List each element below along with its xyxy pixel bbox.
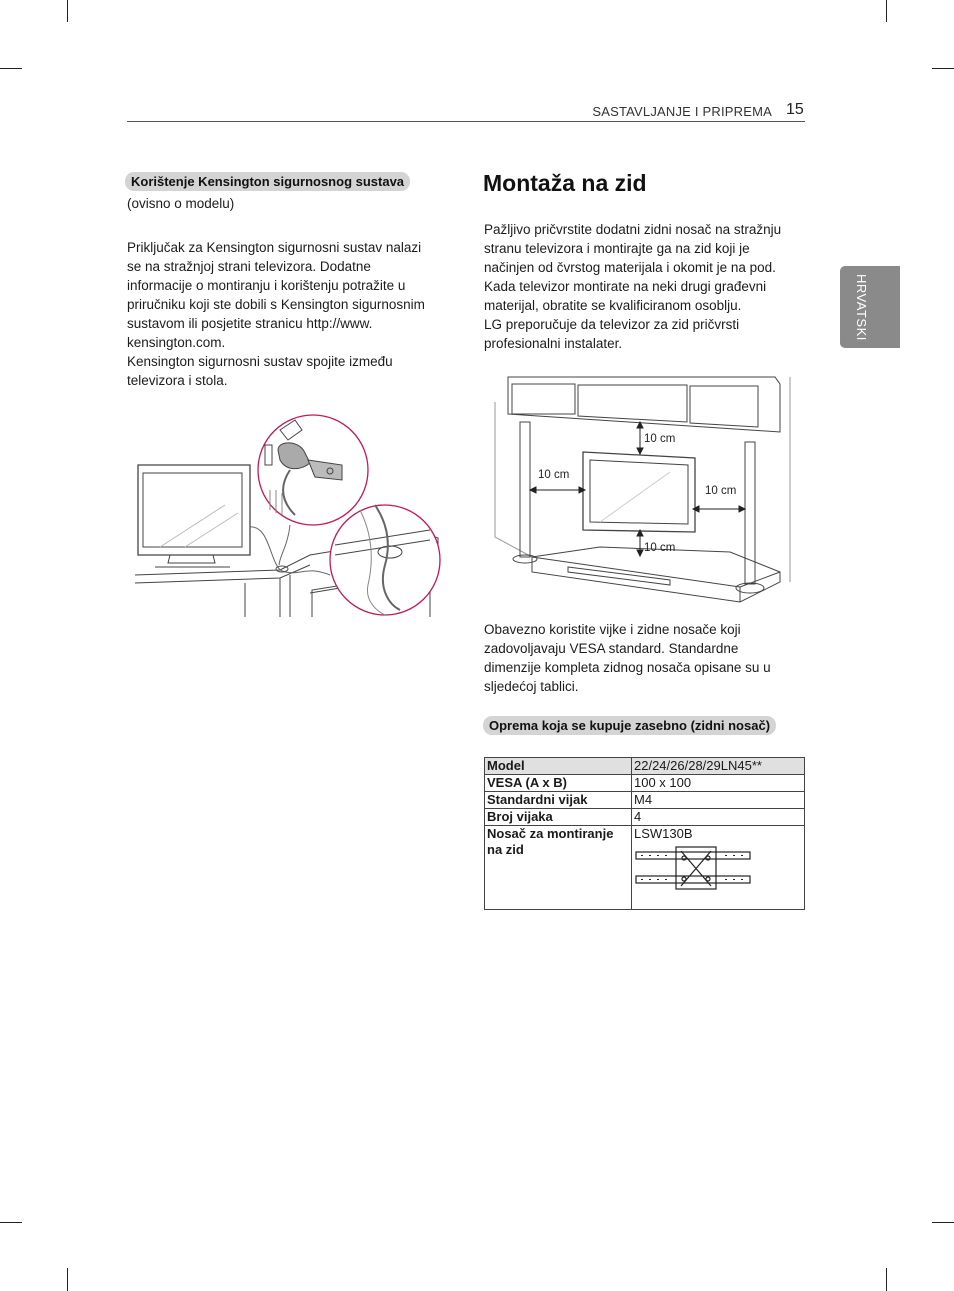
table-cell-label: Broj vijaka bbox=[485, 809, 632, 826]
page-title: Montaža na zid bbox=[483, 170, 647, 196]
table-row bbox=[485, 792, 805, 809]
wall-bracket-icon bbox=[634, 846, 754, 892]
text-line: dimenzije kompleta zidnog nosača opisane su u bbox=[484, 660, 771, 675]
text-line: stranu televizora i montirajte ga na zid koji je bbox=[484, 241, 750, 256]
table-cell-value: 100 x 100 bbox=[632, 775, 805, 792]
wall-mount-spec-table bbox=[484, 757, 805, 910]
text-line: zadovoljavaju VESA standard. Standardne bbox=[484, 641, 739, 656]
table-cell-value: 22/24/26/28/29LN45** bbox=[632, 758, 805, 775]
text-line: televizora i stola. bbox=[127, 373, 228, 388]
text-line: sustavom ili posjetite stranicu http://www. bbox=[127, 316, 373, 331]
text-line: Priključak za Kensington sigurnosni sustav nalazi bbox=[127, 240, 422, 255]
kensington-heading: Korištenje Kensington sigurnosnog sustava bbox=[125, 172, 410, 191]
text-line: načinjen od čvrstog materijala i okomit je na pod. bbox=[484, 260, 776, 275]
text-line: informacije o montiranju i korištenju potražite u bbox=[127, 278, 406, 293]
table-cell-label: Standardni vijak bbox=[485, 792, 632, 809]
text-line: Kensington sigurnosni sustav spojite između bbox=[127, 354, 393, 369]
language-tab-label: HRVATSKI bbox=[854, 274, 869, 341]
table-cell-value: M4 bbox=[632, 792, 805, 809]
crop-mark bbox=[0, 68, 22, 69]
vesa-paragraph bbox=[484, 620, 771, 696]
crop-mark bbox=[67, 1268, 68, 1291]
text-line: sljedećoj tablici. bbox=[484, 679, 579, 694]
table-row bbox=[485, 809, 805, 826]
crop-mark bbox=[932, 1222, 954, 1223]
table-cell-label: Nosač za montiranje na zid bbox=[485, 826, 632, 910]
page-number: 15 bbox=[786, 101, 804, 118]
clearance-top-label: 10 cm bbox=[644, 433, 676, 445]
bracket-model: LSW130B bbox=[634, 826, 693, 841]
crop-mark bbox=[886, 1268, 887, 1291]
clearance-right-label: 10 cm bbox=[705, 485, 737, 497]
accessory-heading: Oprema koja se kupuje zasebno (zidni nosač) bbox=[483, 716, 776, 735]
clearance-bottom-label: 10 cm bbox=[644, 542, 676, 554]
header-rule bbox=[127, 121, 805, 122]
language-tab bbox=[840, 266, 900, 348]
table-row bbox=[485, 826, 805, 910]
crop-mark bbox=[932, 68, 954, 69]
text-line: LG preporučuje da televizor za zid pričvrsti bbox=[484, 317, 740, 332]
text-line: priručniku koji ste dobili s Kensington sigurnosnim bbox=[127, 297, 425, 312]
text-line: Kada televizor montirate na neki drugi građevni bbox=[484, 279, 767, 294]
wall-mount-intro bbox=[484, 220, 781, 353]
table-cell-label: VESA (A x B) bbox=[485, 775, 632, 792]
running-header: SASTAVLJANJE I PRIPREMA bbox=[592, 104, 772, 119]
clearance-left-label: 10 cm bbox=[538, 469, 570, 481]
text-line: se na stražnjoj strani televizora. Dodatne bbox=[127, 259, 371, 274]
table-cell-label: Model bbox=[485, 758, 632, 775]
kensington-lock-illustration bbox=[130, 405, 445, 620]
table-cell-value: 4 bbox=[632, 809, 805, 826]
table-row bbox=[485, 775, 805, 792]
table-row bbox=[485, 758, 805, 775]
kensington-subtitle: (ovisno o modelu) bbox=[127, 196, 235, 211]
text-line: kensington.com. bbox=[127, 335, 226, 350]
table-cell-value bbox=[632, 826, 805, 910]
wall-mount-clearance-illustration bbox=[490, 372, 800, 607]
crop-mark bbox=[67, 0, 68, 22]
text-line: profesionalni instalater. bbox=[484, 336, 623, 351]
kensington-paragraph bbox=[127, 238, 425, 390]
text-line: Pažljivo pričvrstite dodatni zidni nosač na stražnju bbox=[484, 222, 782, 237]
crop-mark bbox=[886, 0, 887, 22]
text-line: materijal, obratite se kvalificiranom osoblju. bbox=[484, 298, 742, 313]
crop-mark bbox=[0, 1222, 22, 1223]
text-line: Obavezno koristite vijke i zidne nosače koji bbox=[484, 622, 741, 637]
